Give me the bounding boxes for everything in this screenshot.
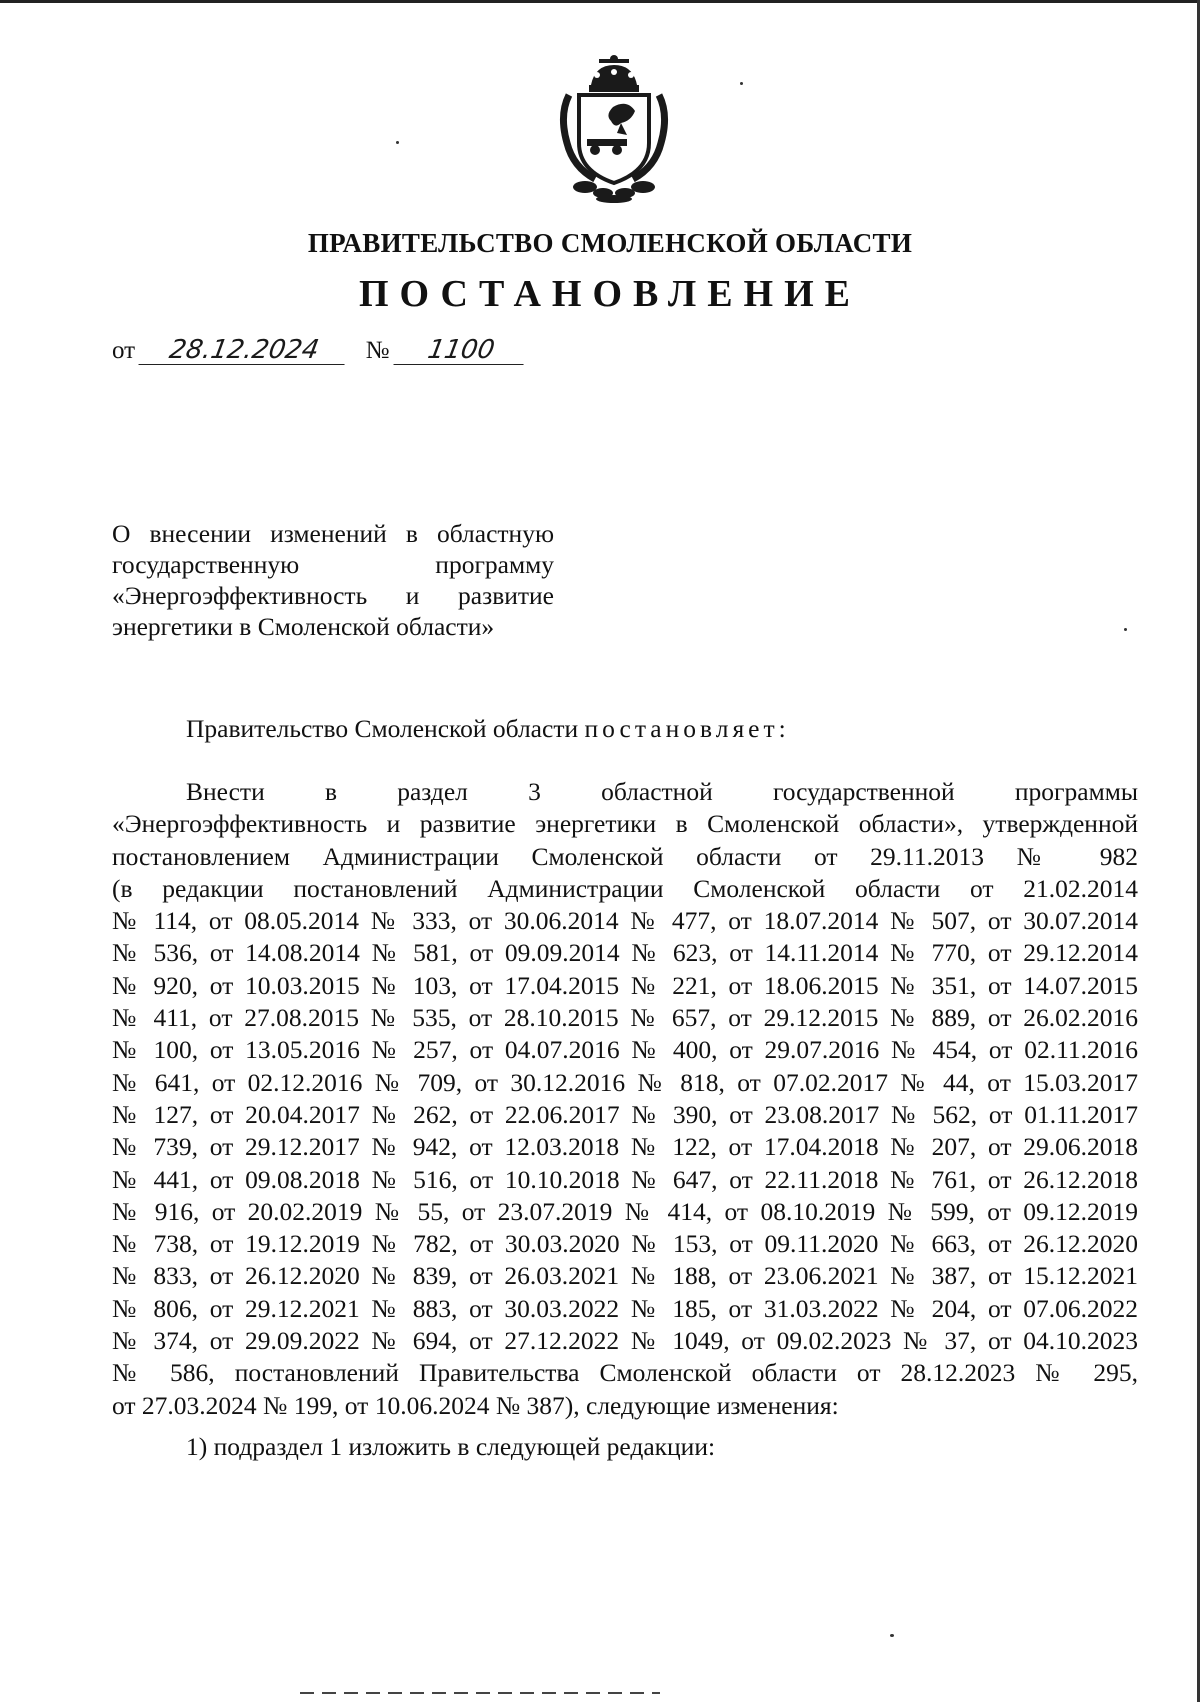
body-line: «Энергоэффективность и развитие энергетики в Смоленской области», утвержденной xyxy=(112,809,1138,839)
body-line: № 100, от 13.05.2016 № 257, от 04.07.2016 № 400, от 29.07.2016 № 454, от 02.11.2016 xyxy=(112,1035,1138,1065)
body-line: № 114, от 08.05.2014 № 333, от 30.06.2014 № 477, от 18.07.2014 № 507, от 30.07.2014 xyxy=(112,906,1138,936)
body-line: № 833, от 26.12.2020 № 839, от 26.03.2021 № 188, от 23.06.2021 № 387, от 15.12.2021 xyxy=(112,1261,1138,1291)
body-line: № 586, постановлений Правительства Смоленской области от 28.12.2023 № 295, xyxy=(112,1358,1138,1388)
document-type-title: ПОСТАНОВЛЕНИЕ xyxy=(358,273,862,315)
body-paragraph xyxy=(112,776,1138,1422)
date-number-line xyxy=(112,336,526,365)
body-line: от 27.03.2024 № 199, от 10.06.2024 № 387), следующие изменения: xyxy=(112,1390,839,1420)
scan-speck xyxy=(1124,628,1127,631)
scan-speck xyxy=(396,141,399,144)
body-line: (в редакции постановлений Администрации Смоленской области от 21.02.2014 xyxy=(112,873,1138,903)
scan-speck xyxy=(890,1634,894,1637)
subject-line: энергетики в Смоленской области» xyxy=(112,612,495,641)
body-line: № 536, от 14.08.2014 № 581, от 09.09.2014 № 623, от 14.11.2014 № 770, от 29.12.2014 xyxy=(112,938,1138,968)
body-line: № 920, от 10.03.2015 № 103, от 17.04.2015 № 221, от 18.06.2015 № 351, от 14.07.2015 xyxy=(112,970,1138,1000)
body-line: Внести в раздел 3 областной государственной программы xyxy=(186,777,1138,806)
date-from-label: от xyxy=(112,337,136,364)
scan-edge-top xyxy=(0,0,1200,3)
body-line: № 641, от 02.12.2016 № 709, от 30.12.2016 № 818, от 07.02.2017 № 44, от 15.03.2017 xyxy=(112,1067,1138,1097)
handwritten-number: 1100 xyxy=(393,336,528,365)
body-line: № 916, от 20.02.2019 № 55, от 23.07.2019 № 414, от 08.10.2019 № 599, от 09.12.2019 xyxy=(112,1196,1138,1226)
body-line: № 374, от 29.09.2022 № 694, от 27.12.2022 № 1049, от 09.02.2023 № 37, от 04.10.2023 xyxy=(112,1326,1138,1356)
subject-line: «Энергоэффективность и развитие xyxy=(112,581,554,610)
resolves-clause xyxy=(186,714,790,744)
item-1-text: 1) подраздел 1 изложить в следующей редакции: xyxy=(186,1432,716,1461)
body-line: № 411, от 27.08.2015 № 535, от 28.10.2015 № 657, от 29.12.2015 № 889, от 26.02.2016 xyxy=(112,1003,1138,1033)
coat-of-arms-icon xyxy=(555,55,673,205)
body-line: № 806, от 29.12.2021 № 883, от 30.03.2022 № 185, от 31.03.2022 № 204, от 07.06.2022 xyxy=(112,1293,1138,1323)
subject-line: государственную программу xyxy=(112,550,554,579)
resolves-prefix: Правительство Смоленской области xyxy=(186,714,579,743)
handwritten-date: 28.12.2024 xyxy=(139,336,350,365)
government-title: ПРАВИТЕЛЬСТВО СМОЛЕНСКОЙ ОБЛАСТИ xyxy=(307,228,913,258)
document-subject xyxy=(112,518,554,642)
resolves-verb: постановляет: xyxy=(584,714,790,743)
body-line: № 127, от 20.04.2017 № 262, от 22.06.2017 № 390, от 23.08.2017 № 562, от 01.11.2017 xyxy=(112,1099,1138,1129)
body-line: постановлением Администрации Смоленской области от 29.11.2013 № 982 xyxy=(112,841,1138,871)
body-line: № 441, от 09.08.2018 № 516, от 10.10.2018 № 647, от 22.11.2018 № 761, от 26.12.2018 xyxy=(112,1164,1138,1194)
scan-speck xyxy=(740,82,743,85)
body-line: № 738, от 19.12.2019 № 782, от 30.03.2020 № 153, от 09.11.2020 № 663, от 26.12.2020 xyxy=(112,1229,1138,1259)
scan-edge-bottom xyxy=(300,1692,660,1694)
number-label: № xyxy=(365,337,390,364)
subject-line: О внесении изменений в областную xyxy=(112,519,554,548)
body-line: № 739, от 29.12.2017 № 942, от 12.03.2018 № 122, от 17.04.2018 № 207, от 29.06.2018 xyxy=(112,1132,1138,1162)
